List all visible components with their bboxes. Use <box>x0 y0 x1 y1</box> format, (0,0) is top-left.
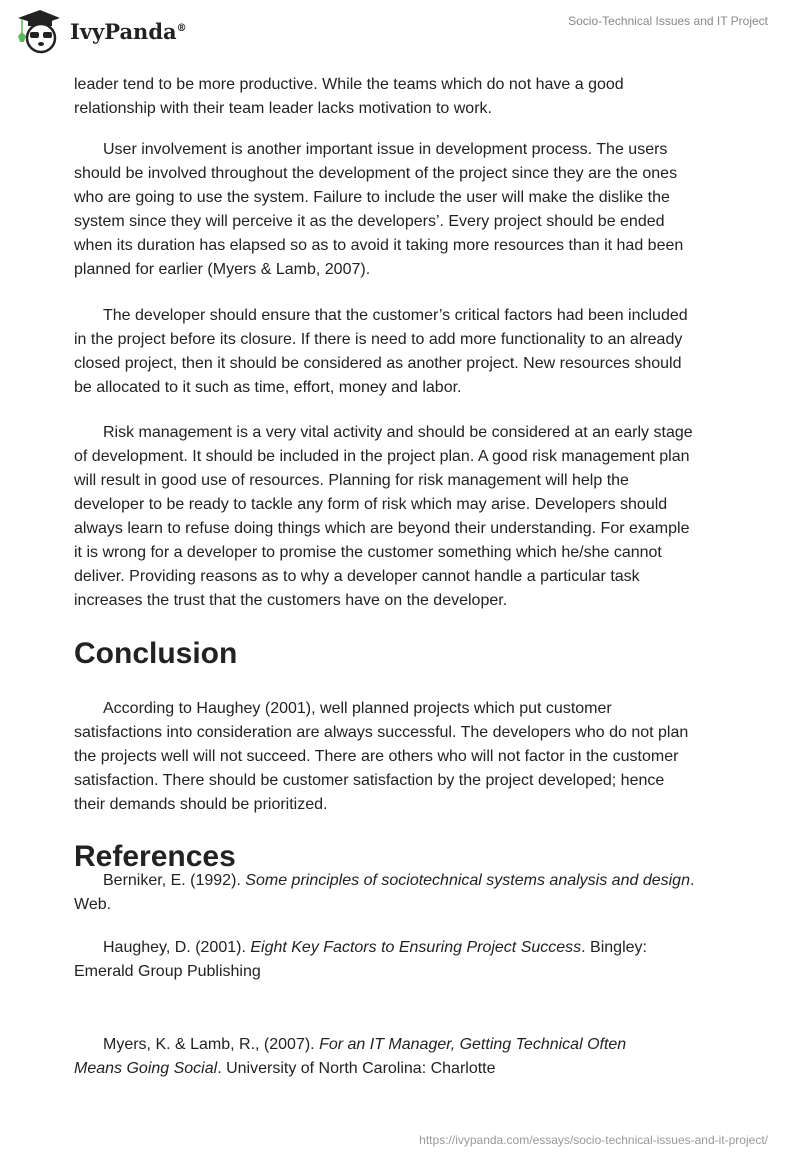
text-line: will result in good use of resources. Planning for risk management will help the <box>74 472 629 489</box>
text-line: of development. It should be included in the project plan. A good risk management plan <box>74 448 690 465</box>
text-line: system since they will perceive it as the developers’. Every project should be ended <box>74 213 665 230</box>
text-line: deliver. Providing reasons as to why a developer cannot handle a particular task <box>74 568 640 585</box>
text-line: The developer should ensure that the customer’s critical factors had been included <box>103 307 688 324</box>
paragraph <box>74 421 754 613</box>
paragraph <box>74 138 754 282</box>
paragraph <box>74 73 754 121</box>
text-line: always learn to refuse doing things which are beyond their understanding. For example <box>74 520 690 537</box>
logo-text: IvyPanda® <box>70 18 187 44</box>
document-title: Socio-Technical Issues and IT Project <box>568 14 768 28</box>
text-line: their demands should be prioritized. <box>74 796 328 813</box>
text-line: who are going to use the system. Failure to include the user will make the dislike the <box>74 189 670 206</box>
text-line: relationship with their team leader lacks motivation to work. <box>74 100 492 117</box>
text-line: it is wrong for a developer to promise the customer something which he/she cannot <box>74 544 662 561</box>
ivypanda-logo[interactable] <box>14 8 187 54</box>
text-line: satisfaction. There should be customer satisfaction by the project developed; hence <box>74 772 665 789</box>
paragraph <box>74 697 754 817</box>
text-line: planned for earlier (Myers & Lamb, 2007). <box>74 261 371 278</box>
text-line: satisfactions into consideration are always successful. The developers who do not plan <box>74 724 689 741</box>
text-line: closed project, then it should be considered as another project. New resources should <box>74 355 682 372</box>
text-line: developer to be ready to tackle any form of risk which may arise. Developers should <box>74 496 668 513</box>
text-line: the projects well will not succeed. There are others who will not factor in the customer <box>74 748 679 765</box>
reference-entry: Myers, K. & Lamb, R., (2007). For an IT Manager, Getting Technical Often Means Going Social. University of North Carolina: Charlotte <box>74 1036 627 1077</box>
heading-conclusion: Conclusion <box>74 637 238 670</box>
text-line: According to Haughey (2001), well planned projects which put customer <box>103 700 612 717</box>
heading-references: References <box>74 840 236 873</box>
paragraph <box>74 304 754 400</box>
text-line: in the project before its closure. If there is need to add more functionality to an already <box>74 331 683 348</box>
text-line: increases the trust that the customers have on the developer. <box>74 592 508 609</box>
reference-entry: Berniker, E. (1992). Some principles of sociotechnical systems analysis and design. Web. <box>74 872 695 913</box>
panda-graduate-icon <box>14 8 62 54</box>
text-line: should be involved throughout the development of the project since they are the ones <box>74 165 678 182</box>
text-line: when its duration has elapsed so as to avoid it taking more resources than it had been <box>74 237 684 254</box>
text-line: Risk management is a very vital activity and should be considered at an early stage <box>103 424 693 441</box>
text-line: User involvement is another important issue in development process. The users <box>103 141 668 158</box>
text-line: leader tend to be more productive. While the teams which do not have a good <box>74 76 624 93</box>
reference-entry: Haughey, D. (2001). Eight Key Factors to Ensuring Project Success. Bingley: Emerald Group Publishing <box>74 939 647 980</box>
source-url-link[interactable]: https://ivypanda.com/essays/socio-technical-issues-and-it-project/ <box>419 1133 768 1147</box>
text-line: be allocated to it such as time, effort, money and labor. <box>74 379 462 396</box>
